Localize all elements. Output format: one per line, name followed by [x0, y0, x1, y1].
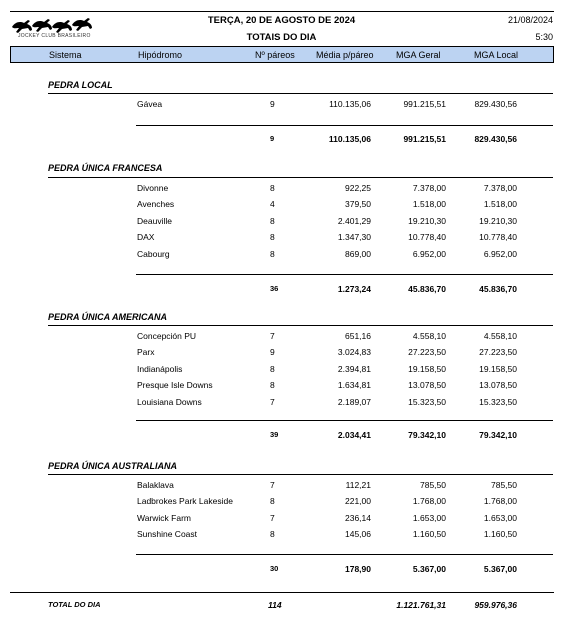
mga-local: 19.158,50: [479, 363, 517, 374]
subtotal-mga-geral: 45.836,70: [408, 284, 446, 294]
track-name: Louisiana Downs: [137, 396, 202, 407]
grand-total-mga-geral: 1.121.761,31: [396, 600, 446, 610]
report-title: TERÇA, 20 DE AGOSTO DE 2024: [207, 15, 356, 26]
logo-caption: JOCKEY CLUB BRASILEIRO: [18, 33, 91, 39]
race-count: 7: [270, 480, 275, 490]
grand-total-label: TOTAL DO DIA: [48, 600, 101, 609]
grand-total-mga-local: 959.976,36: [474, 600, 517, 610]
race-count: 7: [270, 396, 275, 407]
mga-geral: 1.653,00: [412, 512, 446, 523]
subtotal-rule: [136, 274, 553, 275]
section-rule: [48, 93, 553, 94]
subtotal-races: 39: [270, 430, 279, 439]
section-title: PEDRA LOCAL: [48, 80, 113, 90]
col-media: Média p/páreo: [316, 50, 374, 60]
mga-geral: 4.558,10: [412, 331, 446, 341]
mga-geral: 7.378,00: [412, 183, 446, 193]
mga-local: 10.778,40: [479, 232, 517, 243]
race-count: 8: [270, 380, 275, 391]
track-name: Deauville: [137, 215, 172, 226]
subtotal-rule: [136, 554, 553, 555]
mga-local: 15.323,50: [479, 396, 517, 407]
subtotal-avg: 1.273,24: [337, 284, 371, 294]
mga-local: 1.768,00: [483, 496, 517, 507]
avg-per-race: 922,25: [345, 183, 371, 193]
subtotal-mga-local: 829.430,56: [474, 134, 517, 144]
track-name: Balaklava: [137, 480, 174, 490]
race-count: 7: [270, 331, 275, 341]
mga-local: 1.160,50: [483, 529, 517, 540]
subtotal-avg: 178,90: [345, 564, 371, 574]
subtotal-mga-local: 79.342,10: [479, 430, 517, 440]
avg-per-race: 2.401,29: [337, 215, 371, 226]
section-rule: [48, 177, 553, 178]
track-name: Gávea: [137, 99, 163, 109]
track-name: Cabourg: [137, 248, 170, 259]
track-name: Warwick Farm: [137, 512, 191, 523]
track-name: Parx: [137, 347, 155, 358]
mga-geral: 15.323,50: [408, 396, 446, 407]
subtotal-races: 9: [270, 134, 275, 143]
avg-per-race: 110.135,06: [329, 99, 371, 109]
track-name: Avenches: [137, 199, 175, 210]
avg-per-race: 236,14: [345, 512, 371, 523]
subtotal-rule: [136, 125, 553, 126]
mga-geral: 19.210,30: [408, 215, 446, 226]
avg-per-race: 3.024,83: [337, 347, 371, 358]
race-count: 8: [270, 363, 275, 374]
grand-total-rule: [10, 592, 554, 593]
mga-local: 7.378,00: [483, 183, 517, 193]
subtotal-mga-geral: 5.367,00: [412, 564, 446, 574]
avg-per-race: 145,06: [345, 529, 371, 540]
race-count: 8: [270, 496, 275, 507]
grand-total-races: 114: [268, 600, 282, 610]
avg-per-race: 869,00: [345, 248, 371, 259]
section-rule: [48, 474, 553, 475]
col-mga-local: MGA Local: [474, 50, 519, 60]
avg-per-race: 112,21: [345, 480, 371, 490]
avg-per-race: 2.189,07: [337, 396, 371, 407]
track-name: DAX: [137, 232, 155, 243]
mga-local: 1.653,00: [483, 512, 517, 523]
col-hipodromo: Hipódromo: [138, 50, 183, 60]
mga-geral: 1.160,50: [412, 529, 446, 540]
mga-geral: 27.223,50: [408, 347, 446, 358]
mga-local: 27.223,50: [479, 347, 517, 358]
mga-geral: 1.768,00: [412, 496, 446, 507]
mga-geral: 785,50: [420, 480, 446, 490]
track-name: Divonne: [137, 183, 169, 193]
mga-local: 1.518,00: [483, 199, 517, 210]
report-date: 21/08/2024: [507, 15, 553, 25]
avg-per-race: 2.394,81: [337, 363, 371, 374]
race-count: 8: [270, 215, 275, 226]
mga-geral: 13.078,50: [408, 380, 446, 391]
race-count: 8: [270, 232, 275, 243]
mga-local: 6.952,00: [483, 248, 517, 259]
mga-local: 19.210,30: [479, 215, 517, 226]
section-title: PEDRA ÚNICA AUSTRALIANA: [48, 461, 177, 471]
section-title: PEDRA ÚNICA AMERICANA: [48, 312, 167, 322]
race-count: 4: [270, 199, 275, 210]
subtotal-mga-local: 45.836,70: [479, 284, 517, 294]
mga-geral: 6.952,00: [412, 248, 446, 259]
subtotal-races: 30: [270, 564, 279, 573]
col-num-pareos: Nº páreos: [255, 50, 295, 60]
mga-geral: 991.215,51: [403, 99, 446, 109]
mga-local: 13.078,50: [479, 380, 517, 391]
track-name: Indianápolis: [137, 363, 183, 374]
race-count: 7: [270, 512, 275, 523]
race-count: 8: [270, 183, 275, 193]
avg-per-race: 379,50: [345, 199, 371, 210]
avg-per-race: 1.347,30: [337, 232, 371, 243]
col-mga-geral: MGA Geral: [396, 50, 441, 60]
avg-per-race: 651,16: [345, 331, 371, 341]
subtotal-avg: 110.135,06: [328, 134, 371, 144]
track-name: Ladbrokes Park Lakeside: [137, 496, 233, 507]
track-name: Presque Isle Downs: [137, 380, 213, 391]
track-name: Sunshine Coast: [137, 529, 198, 540]
mga-local: 4.558,10: [483, 331, 517, 341]
mga-local: 785,50: [491, 480, 517, 490]
race-count: 9: [270, 347, 275, 358]
mga-geral: 19.158,50: [408, 363, 446, 374]
subtotal-rule: [136, 420, 553, 421]
track-name: Concepción PU: [137, 331, 197, 341]
avg-per-race: 1.634,81: [337, 380, 371, 391]
subtotal-avg: 2.034,41: [337, 430, 371, 440]
report-time: 5:30: [535, 32, 553, 42]
subtotal-mga-local: 5.367,00: [483, 564, 517, 574]
mga-local: 829.430,56: [474, 99, 517, 109]
section-rule: [48, 325, 553, 326]
mga-geral: 1.518,00: [412, 199, 446, 210]
mga-geral: 10.778,40: [408, 232, 446, 243]
avg-per-race: 221,00: [345, 496, 371, 507]
subtotal-races: 36: [270, 284, 279, 293]
race-count: 8: [270, 248, 275, 259]
race-count: 8: [270, 529, 275, 540]
section-title: PEDRA ÚNICA FRANCESA: [48, 163, 163, 173]
subtotal-mga-geral: 79.342,10: [408, 430, 446, 440]
column-header-bar: [10, 46, 554, 63]
col-sistema: Sistema: [49, 50, 82, 60]
report-subtitle: TOTAIS DO DIA: [246, 32, 317, 43]
subtotal-mga-geral: 991.215,51: [403, 134, 446, 144]
race-count: 9: [270, 99, 275, 109]
